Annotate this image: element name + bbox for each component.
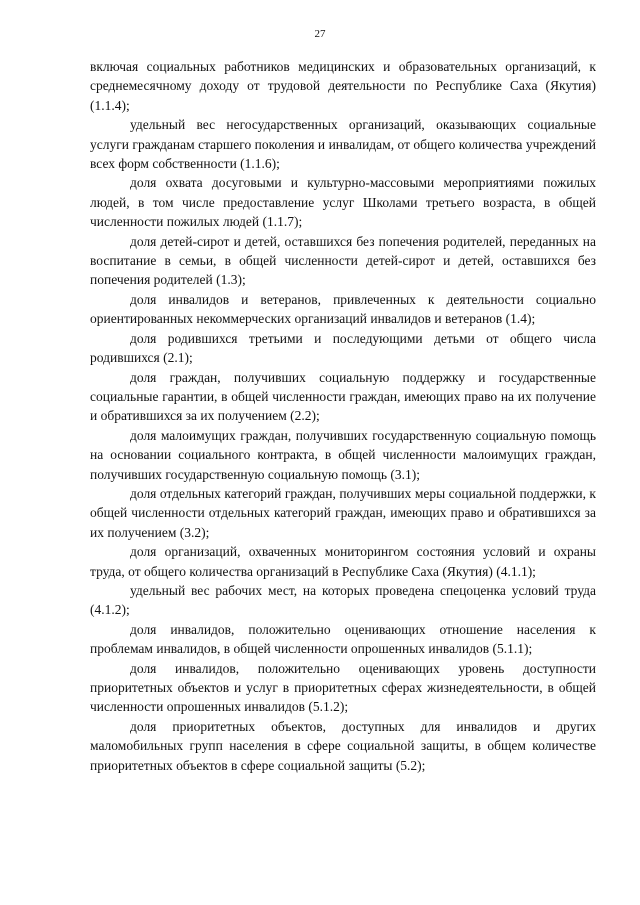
page-body (90, 57, 596, 775)
paragraph: удельный вес негосударственных организаций, оказывающих социальные услуги гражданам старшего поколения и инвалидам, от общего количества учреждений всех форм собственности (1.1.6); (90, 117, 596, 172)
paragraph-continued: включая социальных работников медицинских и образовательных организаций, к среднемесячному доходу от трудовой деятельности по Республике Саха (Якутия) (1.1.4); (90, 59, 596, 113)
paragraph: доля малоимущих граждан, получивших государственную социальную помощь на основании социального контракта, в общей численности малоимущих граждан, получивших государственную социальную помощь (3.1); (90, 427, 596, 482)
paragraph: доля родившихся третьими и последующими детьми от общего числа родившихся (2.1); (90, 330, 596, 366)
paragraph: удельный вес рабочих мест, на которых проведена спецоценка условий труда (4.1.2); (90, 582, 596, 618)
paragraph: доля отдельных категорий граждан, получивших меры социальной поддержки, к общей численности отдельных категорий граждан, имеющих право и обратившихся за их получением (3.2); (90, 485, 596, 540)
paragraph: доля приоритетных объектов, доступных для инвалидов и других маломобильных групп населения в сфере социальной защиты, в общем количестве приоритетных объектов в сфере социальной защиты (5.2); (90, 718, 596, 773)
paragraph: доля граждан, получивших социальную поддержку и государственные социальные гарантии, в общей численности граждан, имеющих право на их получение и обратившихся за их получением (2.2); (90, 369, 596, 424)
paragraph: доля инвалидов и ветеранов, привлеченных к деятельности социально ориентированных некоммерческих организаций инвалидов и ветеранов (1.4); (90, 291, 596, 327)
page-number: 27 (314, 28, 326, 40)
paragraph: доля инвалидов, положительно оценивающих уровень доступности приоритетных объектов и услуг в приоритетных сферах жизнедеятельности, в общей численности опрошенных инвалидов (5.1.2); (90, 660, 596, 715)
paragraph: доля охвата досуговыми и культурно-массовыми мероприятиями пожилых людей, в том числе предоставление услуг Школами третьего возраста, в общей численности пожилых людей (1.1.7); (90, 175, 596, 230)
paragraph: доля детей-сирот и детей, оставшихся без попечения родителей, переданных на воспитание в семьи, в общей численности детей-сирот и детей, оставшихся без попечения родителей (1.3); (90, 233, 596, 288)
paragraph: доля организаций, охваченных мониторингом состояния условий и охраны труда, от общего количества организаций в Республике Саха (Якутия) (4.1.1); (90, 544, 596, 579)
paragraph: доля инвалидов, положительно оценивающих отношение населения к проблемам инвалидов, в общей численности опрошенных инвалидов (5.1.1); (90, 621, 596, 657)
